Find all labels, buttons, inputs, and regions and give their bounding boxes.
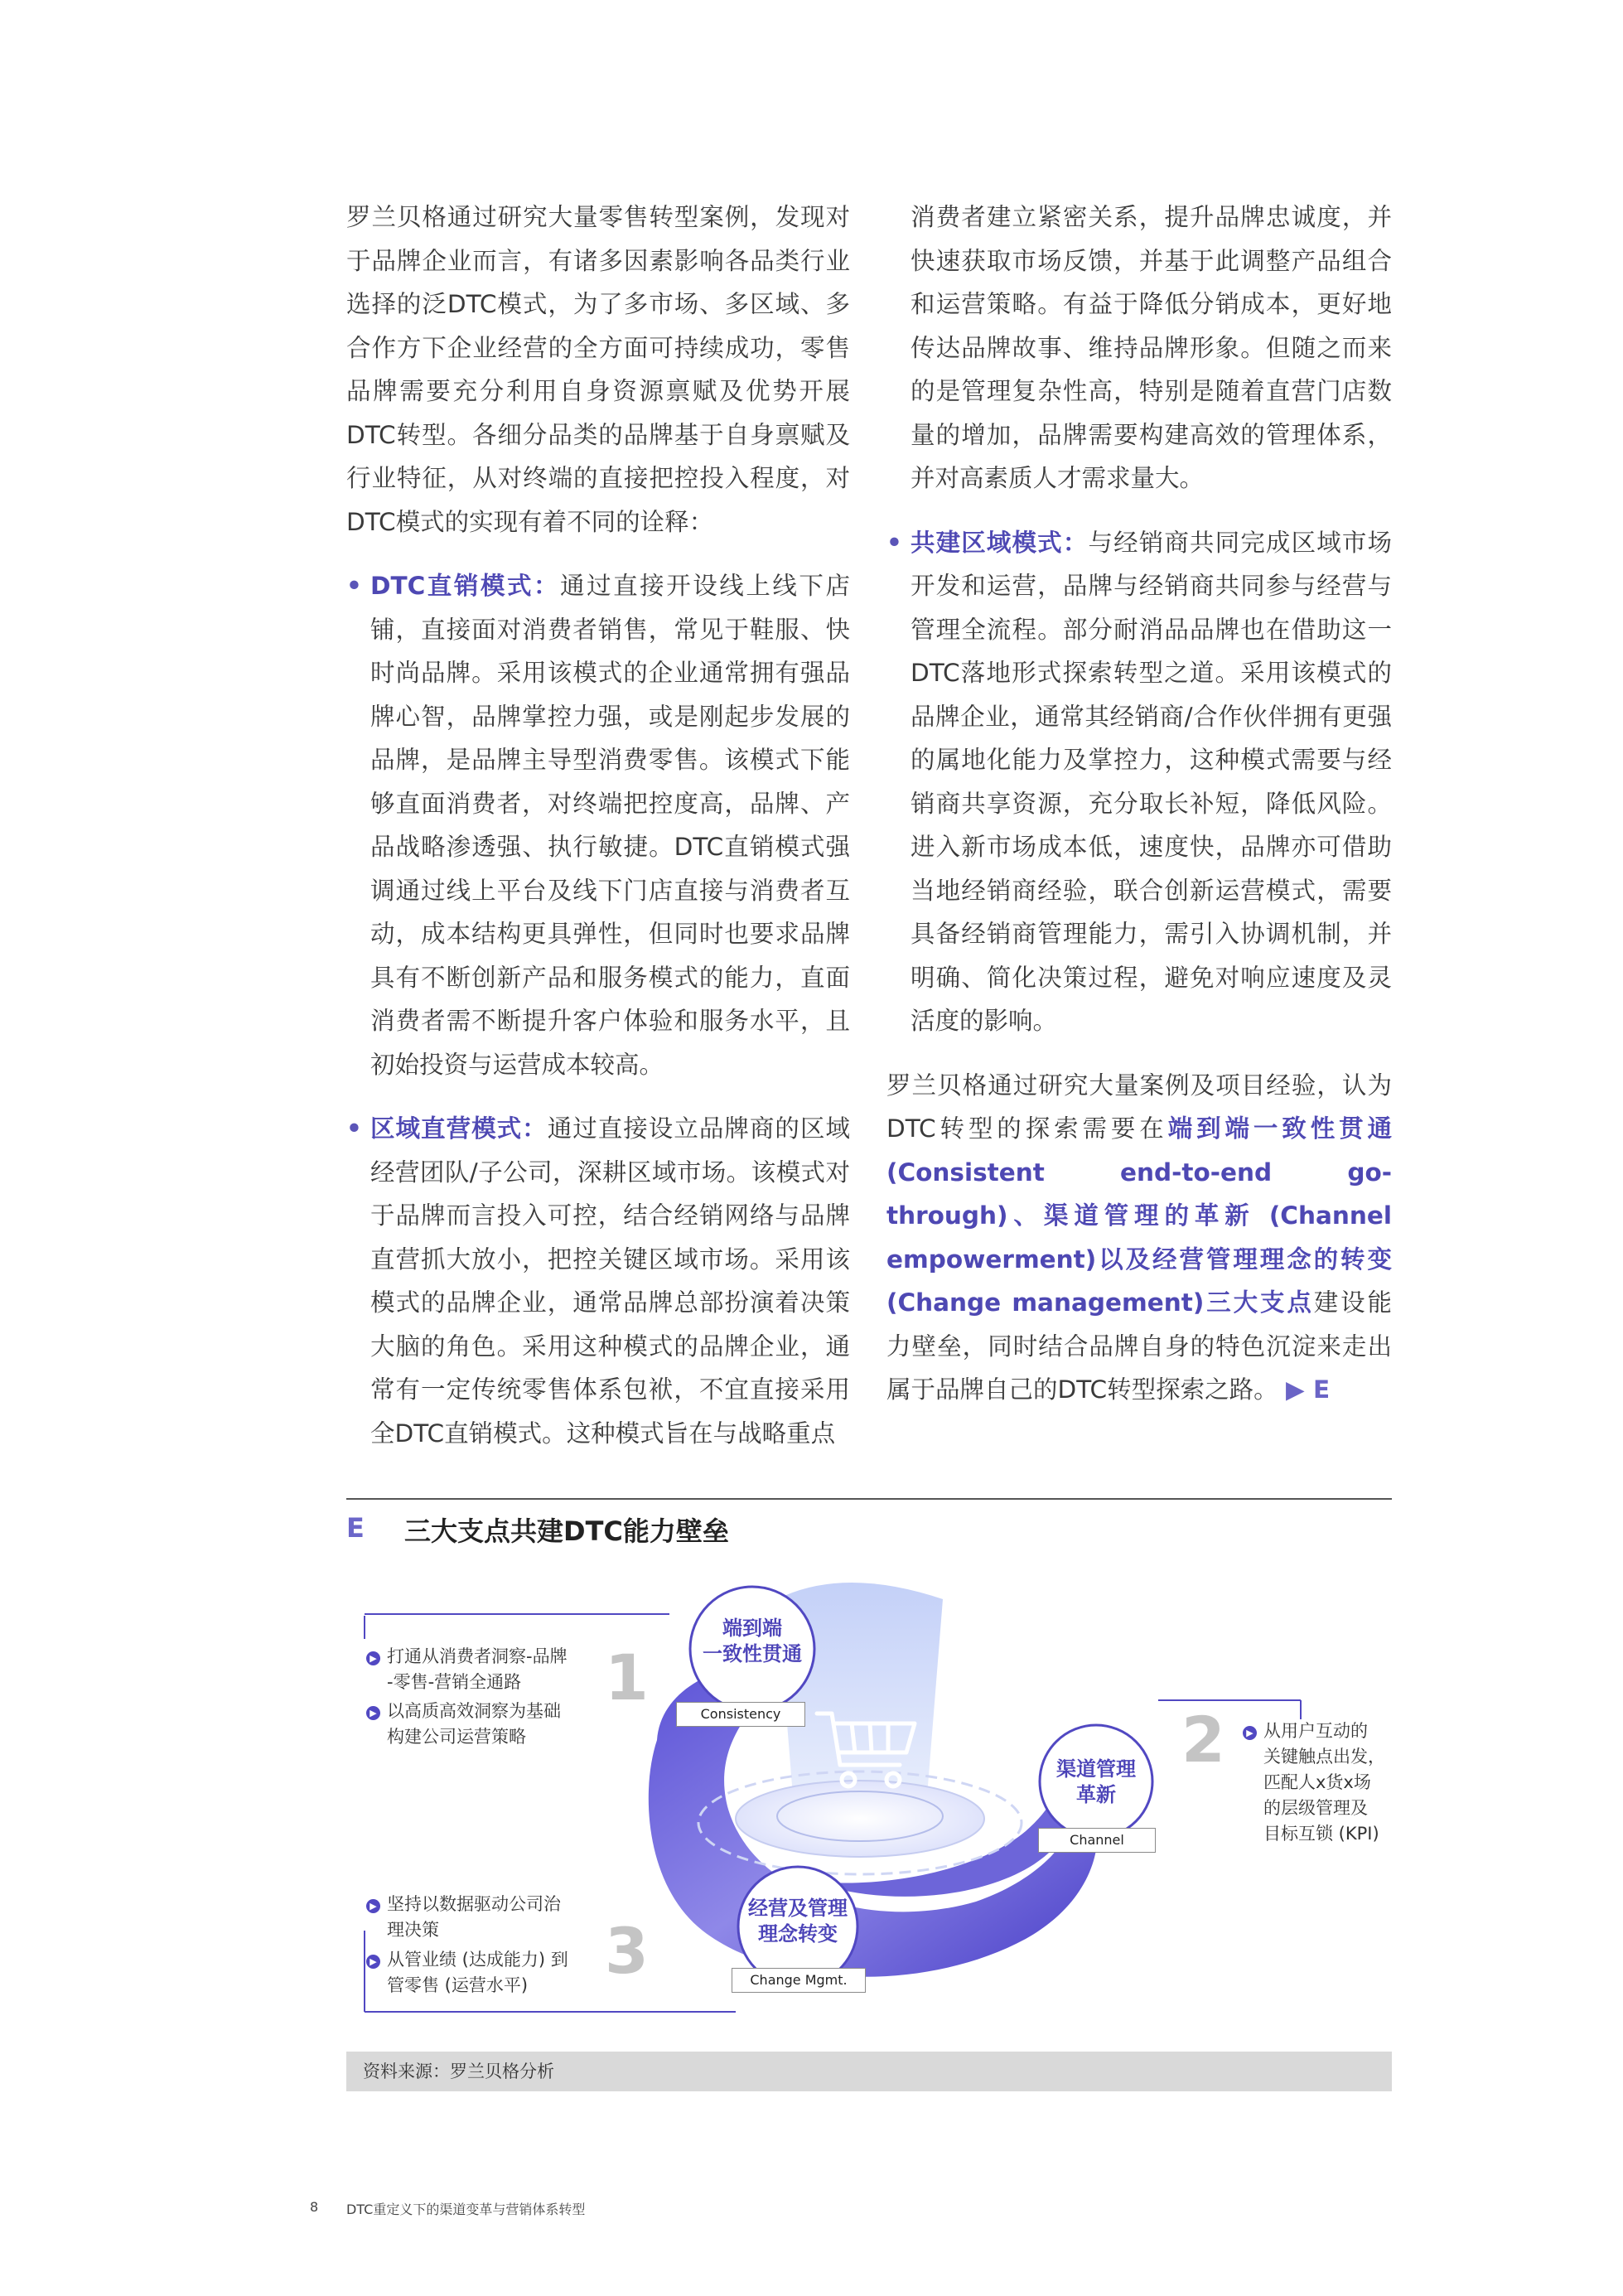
bullet-dtc-direct (346, 564, 850, 1086)
bullet-co-build (886, 521, 1392, 1043)
figure-title: 三大支点共建DTC能力壁垒 (404, 1515, 729, 1547)
node-title-line: 端到端 (722, 1617, 782, 1640)
note-line: 匹配人x货x场 (1263, 1772, 1371, 1792)
figure-letter: E (346, 1512, 365, 1544)
note-line: 从管业绩 (达成能力) 到 (387, 1950, 568, 1970)
number-3: 3 (605, 1914, 649, 1988)
bullet-dot: • (346, 1114, 362, 1143)
number-2: 2 (1181, 1703, 1225, 1776)
note-line: 的层级管理及 (1263, 1798, 1368, 1818)
node-title-line: 渠道管理 (1056, 1757, 1136, 1781)
conclusion-highlight: 端到端一致性贯通(Consistent end-to-end go-through)、渠道管理的革新 (Channel empowerment)以及经营管理理念的转变(Change management)三大支点 (886, 1114, 1392, 1317)
bullet-dot: • (346, 572, 362, 600)
bullet-text: 通过直接开设线上线下店铺，直接面对消费者销售，常见于鞋服、快时尚品牌。采用该模式的企业通常拥有强品牌心智，品牌掌控力强，或是刚起步发展的品牌，是品牌主导型消费零售。该模式下能够直面消费者，对终端把控度高，品牌、产品战略渗透强、执行敏捷。DTC直销模式强调通过线上平台及线下门店直接与消费者互动，成本结构更具弹性，但同时也要求品牌具有不断创新产品和服务模式的能力，直面消费者需不断提升客户体验和服务水平，且初始投资与运营成本较高。 (370, 572, 850, 1079)
page-number: 8 (310, 2199, 319, 2215)
conclusion-post: 建设能力壁垒，同时结合品牌自身的特色沉淀来走出属于品牌自己的DTC转型探索之路。 (886, 1288, 1392, 1404)
node-channel-title (1038, 1757, 1154, 1808)
footer-doc-title: DTC重定义下的渠道变革与营销体系转型 (346, 2202, 586, 2217)
continuation-paragraph: 消费者建立紧密关系，提升品牌忠诚度，并快速获取市场反馈，并基于此调整产品组合和运营策略。有益于降低分销成本，更好地传达品牌故事、维持品牌形象。但随之而来的是管理复杂性高，特别是随着直营门店数量的增加，品牌需要构建高效的管理体系，并对高素质人才需求量大。 (911, 203, 1392, 492)
source-note: 资料来源：罗兰贝格分析 (346, 2052, 1392, 2091)
note-line: 打通从消费者洞察-品牌 (387, 1646, 568, 1666)
node-title-line: 一致性贯通 (703, 1642, 802, 1665)
bullet-text: 通过直接设立品牌商的区域经营团队/子公司，深耕区域市场。该模式对于品牌而言投入可控，结合经销网络与品牌直营抓大放小，把控关键区域市场。采用该模式的品牌企业，通常品牌总部扮演着决策大脑的角色。采用这种模式的品牌企业，通常有一定传统零售体系包袱，不宜直接采用全DTC直销模式。这种模式旨在与战略重点 (370, 1114, 850, 1448)
note-consistency-1 (366, 1644, 568, 1695)
note-line: 理决策 (387, 1920, 439, 1940)
node-title-line: 经营及管理 (748, 1897, 848, 1920)
note-line: 从用户互动的 (1263, 1721, 1368, 1741)
note-line: -零售-营销全通路 (387, 1672, 522, 1692)
note-line: 以高质高效洞察为基础 (387, 1701, 561, 1721)
note-line: 管零售 (运营水平) (387, 1975, 529, 1995)
bullet-regional-direct (346, 1107, 850, 1455)
dtc-diagram (346, 1574, 1392, 2038)
node-change-title (736, 1896, 860, 1947)
node-channel-tag: Channel (1038, 1828, 1156, 1853)
note-change-1 (366, 1892, 561, 1943)
node-change-tag: Change Mgmt. (732, 1968, 866, 1993)
arrow-circle-icon: ▶ (1243, 1726, 1257, 1740)
note-consistency-2 (366, 1699, 561, 1750)
bullet-label: 共建区域模式： (911, 528, 1089, 557)
bullet-dot: • (886, 528, 902, 557)
arrow-circle-icon: ▶ (366, 1706, 380, 1720)
note-line: 坚持以数据驱动公司治 (387, 1894, 561, 1914)
note-change-2 (366, 1947, 568, 1999)
figure-reference-link[interactable]: ▶ E (1286, 1375, 1331, 1404)
note-line: 构建公司运营策略 (387, 1727, 526, 1747)
bullet-text: 与经销商共同完成区域市场开发和运营，品牌与经销商共同参与经营与管理全流程。部分耐消品品牌也在借助这一DTC落地形式探索转型之道。采用该模式的品牌企业，通常其经销商/合作伙伴拥有更强的属地化能力及掌控力，这种模式需要与经销商共享资源，充分取长补短，降低风险。进入新市场成本低，速度快，品牌亦可借助当地经销商经验，联合创新运营模式，需要具备经销商管理能力，需引入协调机制，并明确、简化决策过程，避免对响应速度及灵活度的影响。 (911, 528, 1392, 1035)
node-consistency-title (690, 1616, 814, 1667)
note-line: 目标互锁 (KPI) (1263, 1824, 1379, 1844)
right-column (886, 196, 1392, 1433)
left-column (346, 196, 850, 1476)
number-1: 1 (605, 1641, 649, 1714)
arrow-circle-icon: ▶ (366, 1955, 380, 1969)
node-title-line: 革新 (1076, 1783, 1116, 1806)
conclusion-paragraph (886, 1064, 1392, 1412)
bullet-label: 区域直营模式： (370, 1114, 548, 1143)
node-title-line: 理念转变 (758, 1922, 838, 1946)
arrow-circle-icon: ▶ (366, 1651, 380, 1665)
arrow-circle-icon: ▶ (366, 1899, 380, 1913)
node-consistency-tag: Consistency (676, 1702, 805, 1727)
note-channel (1243, 1718, 1385, 1847)
intro-paragraph: 罗兰贝格通过研究大量零售转型案例，发现对于品牌企业而言，有诸多因素影响各品类行业选择的泛DTC模式，为了多市场、多区域、多合作方下企业经营的全方面可持续成功，零售品牌需要充分利用自身资源禀赋及优势开展DTC转型。各细分品类的品牌基于自身禀赋及行业特征，从对终端的直接把控投入程度，对DTC模式的实现有着不同的诠释： (346, 203, 850, 536)
conclusion-pre: 罗兰贝格通过研究大量案例及项目经验，认为DTC转型的探索需要在 (886, 1071, 1392, 1143)
note-line: 关键触点出发， (1263, 1747, 1385, 1767)
bullet-label: DTC直销模式： (370, 572, 561, 600)
figure-top-rule (346, 1498, 1392, 1500)
